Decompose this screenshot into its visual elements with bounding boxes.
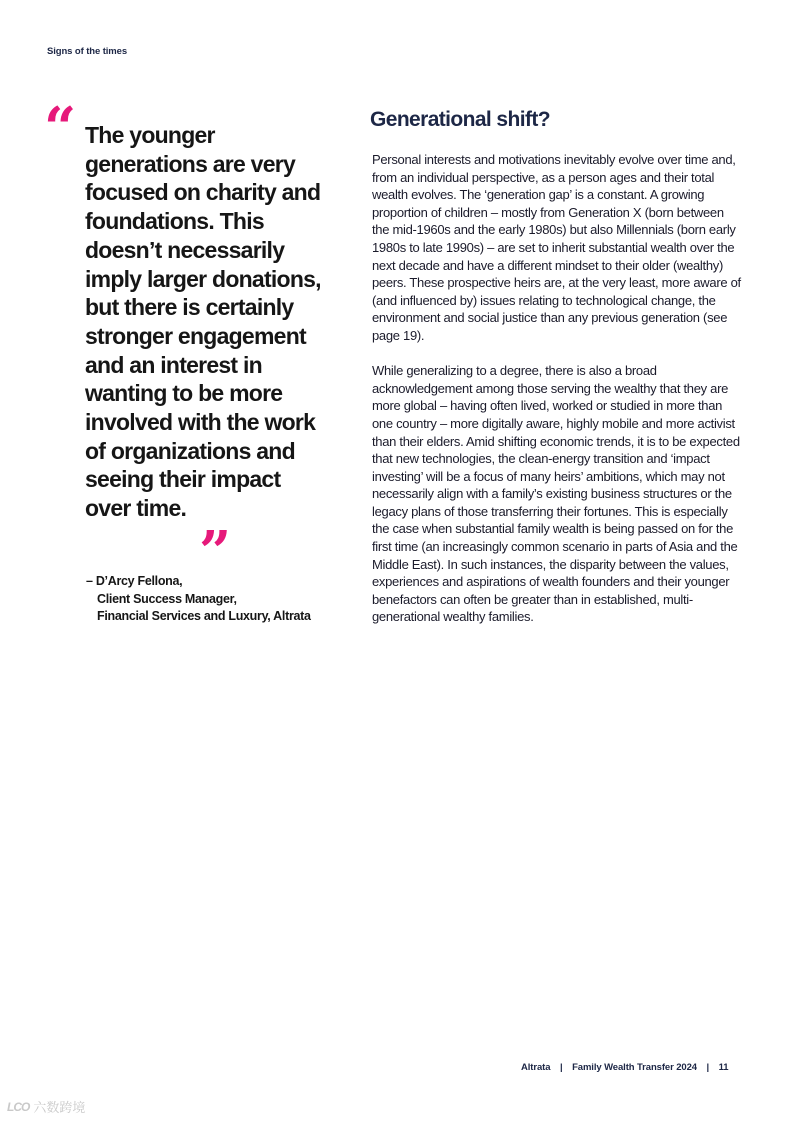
article-title: Generational shift? [370, 108, 550, 131]
page-number: 11 [718, 1062, 729, 1073]
pull-quote-text: The younger generations are very focused on charity and foundations. This doesn’t necessarily imply larger donations, but there is certainly stronger engagement and an interest in wanting to be more involved with the work of organizations and seeing their impact over time. [85, 122, 321, 522]
watermark [7, 1097, 85, 1116]
quote-attribution [86, 573, 311, 626]
footer-separator-1: | [559, 1062, 563, 1073]
watermark-text: 六数跨境 [33, 1100, 86, 1115]
footer-separator-2: | [706, 1062, 710, 1073]
footer-publication: Family Wealth Transfer 2024 [572, 1062, 697, 1073]
article-paragraph-1: Personal interests and motivations inevitably evolve over time and, from an individual perspective, as a person ages and their total wealth evolves. The ‘generation gap’ is a constant. A growing proportion of children – mostly from Generation X (born between the mid-1960s and the early 1980s) but also Millennials (born early 1980s to late 1990s) – are set to inherit substantial wealth over the next decade and have a different mindset to their older (wealthy) peers. These prospective heirs are, at the very least, more aware of (and influenced by) issues relating to technological change, the environment and social justice than any previous generation (see page 19). [372, 152, 741, 343]
page-footer [521, 1062, 728, 1073]
section-label: Signs of the times [47, 46, 128, 57]
article-body [372, 151, 742, 644]
attribution-role: Client Success Manager, [97, 591, 237, 606]
close-quote-mark: ” [199, 519, 228, 585]
attribution-name: – D’Arcy Fellona, [86, 574, 183, 588]
open-quote-mark: “ [44, 95, 73, 161]
watermark-logo: LCO [7, 1099, 30, 1114]
article-paragraph-2: While generalizing to a degree, there is also a broad acknowledgement among those serving the wealthy that they are more global – having often lived, worked or studied in more than one country – more digitally aware, highly mobile and more activist than their elders. Amid shifting economic trends, it is to be expected that new technologies, the clean-energy transition and ‘impact investing’ will be a focus of many heirs’ ambitions, which may not necessarily align with a family’s existing business structures or the legacy plans of those transferring their fortunes. This is especially the case when substantial family wealth is being passed on for the first time (an increasingly common scenario in parts of Asia and the Middle East). In such instances, the disparity between the values, experiences and aspirations of wealth founders and their younger benefactors can often be greater than in established, multi-generational wealthy families. [372, 363, 740, 625]
footer-brand: Altrata [521, 1062, 551, 1073]
attribution-org: Financial Services and Luxury, Altrata [97, 609, 311, 623]
